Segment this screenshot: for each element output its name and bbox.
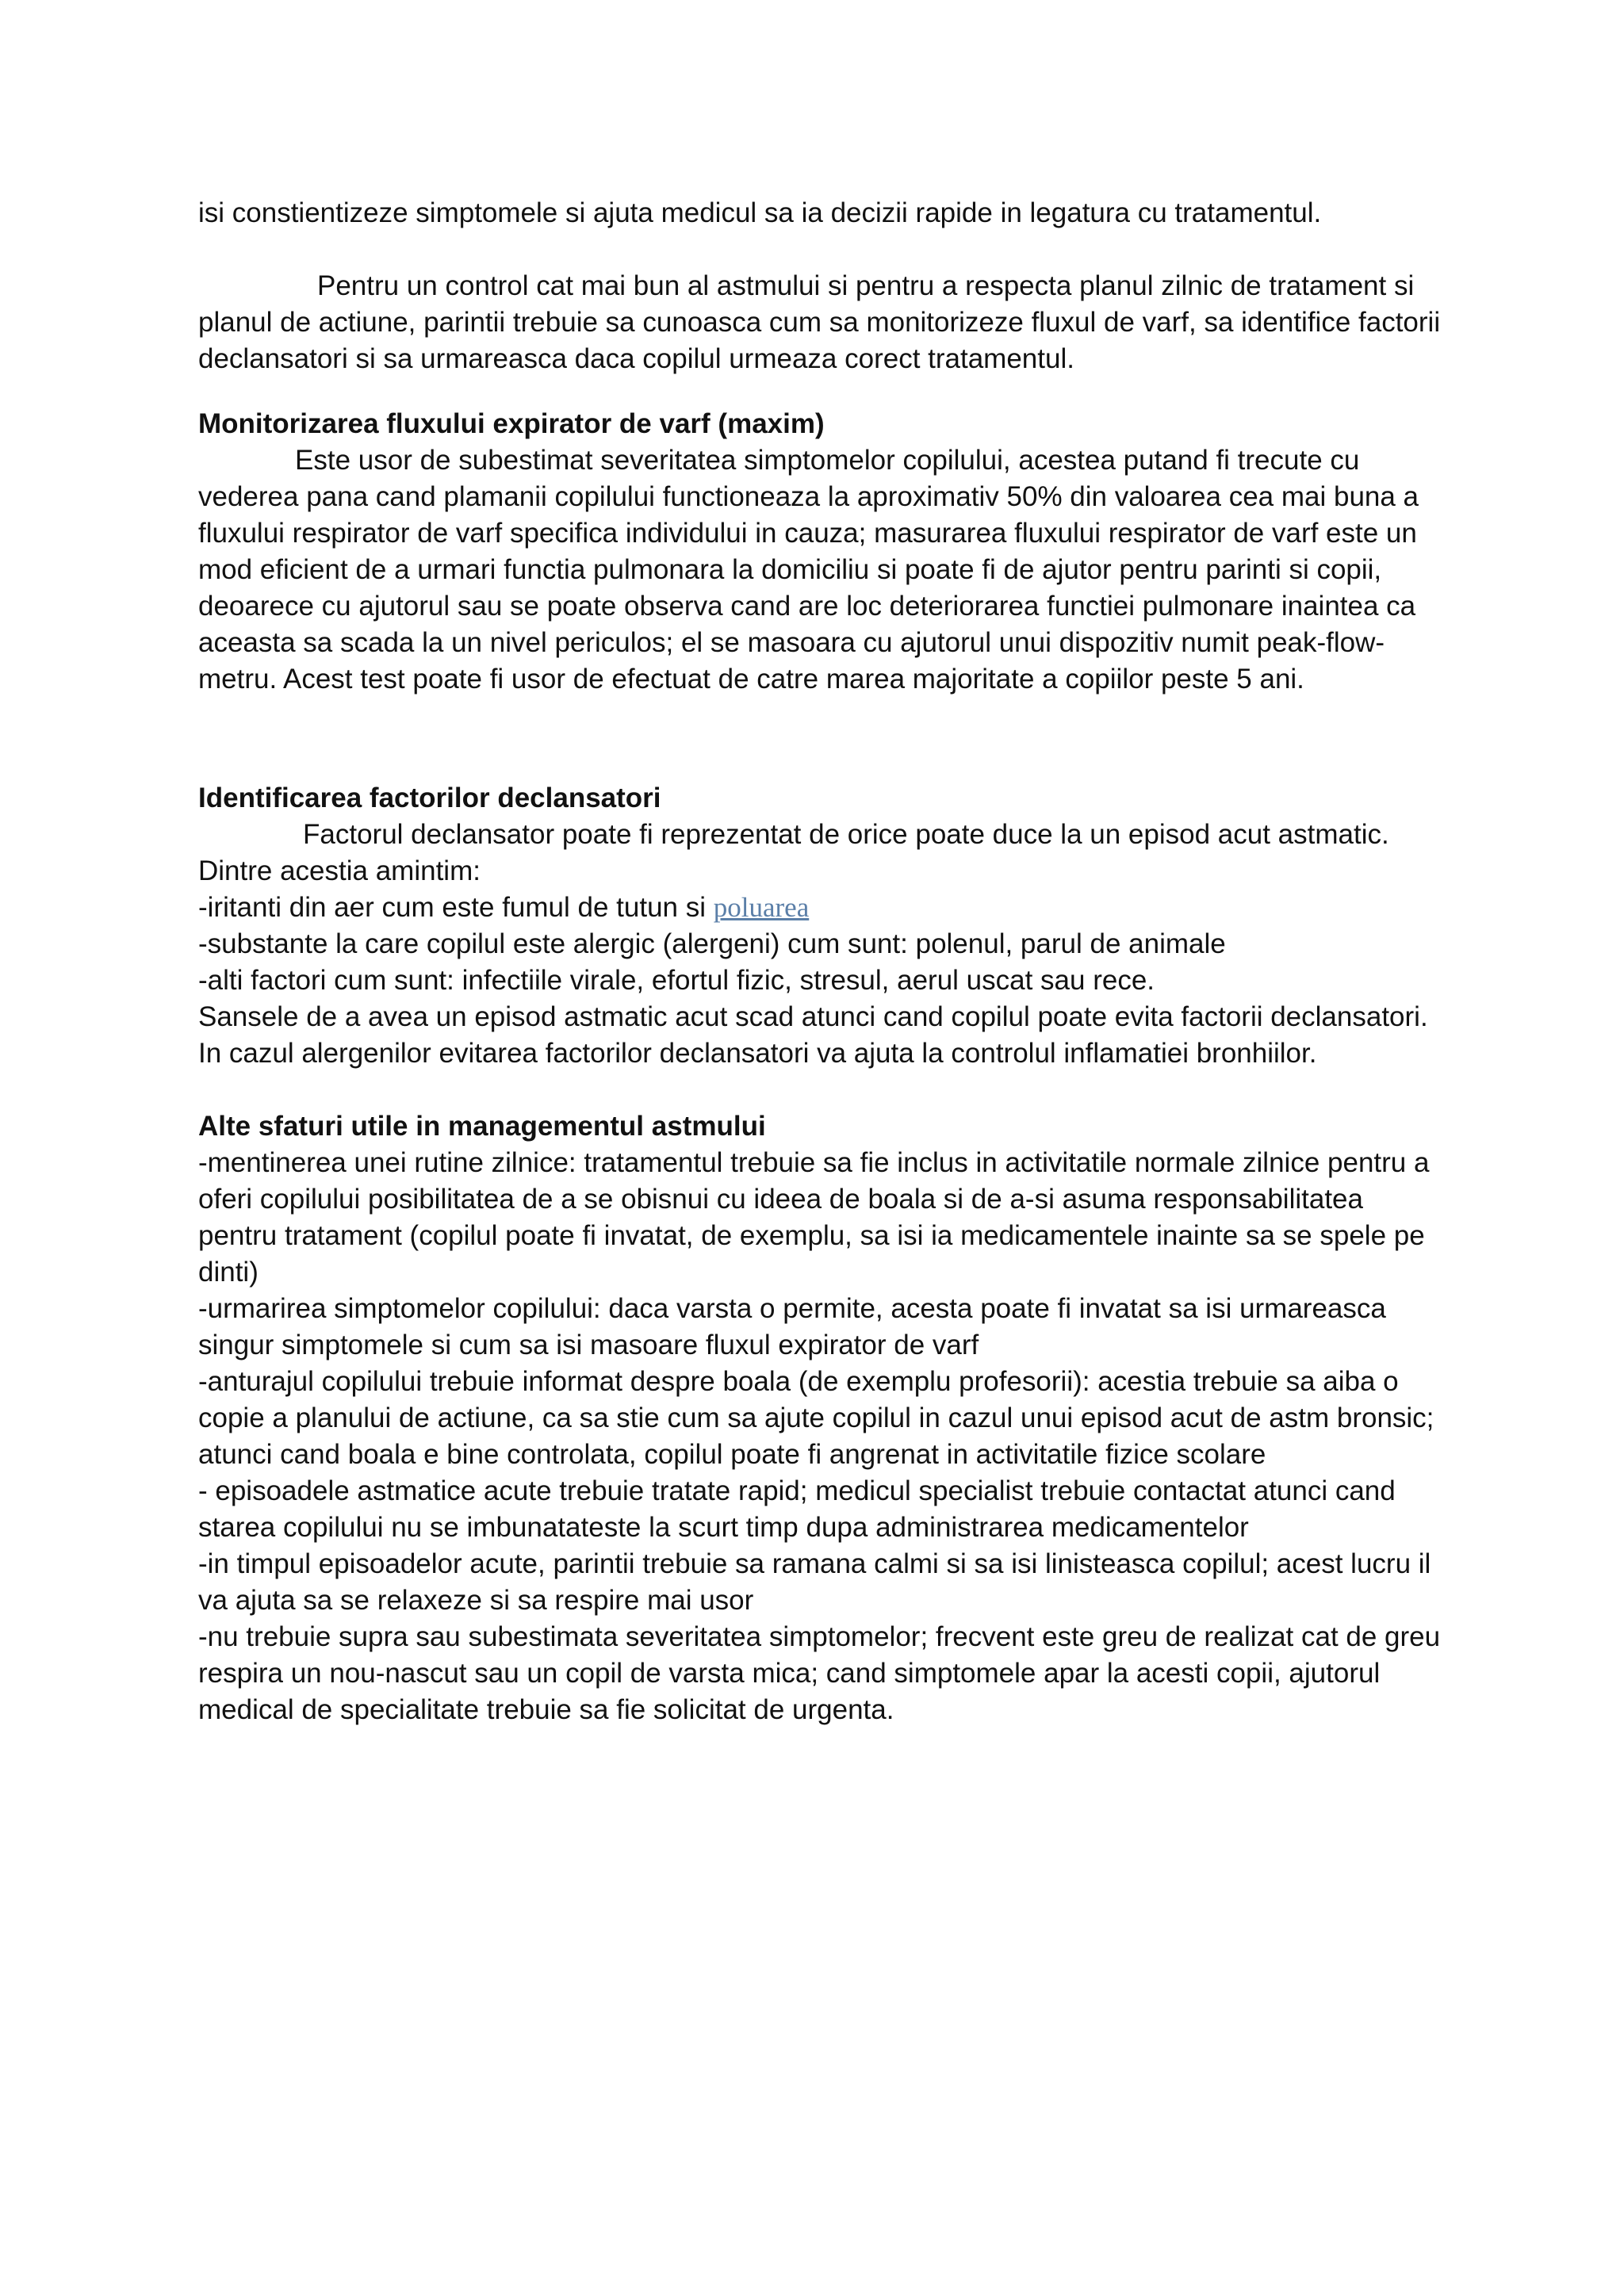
trigger-item-allergens: -substante la care copilul este alergic (alergeni) cum sunt: polenul, parul de animale — [198, 928, 1226, 959]
tip-item: -in timpul episoadelor acute, parintii trebuie sa ramana calmi si sa isi linisteasca copilul; acest lucru il va ajuta sa se relaxeze si sa respire mai usor — [198, 1548, 1431, 1616]
pollution-link[interactable]: poluarea — [713, 892, 810, 923]
triggers-closing: Sansele de a avea un episod astmatic acut scad atunci cand copilul poate evita factorii declansatori. In cazul alergenilor evitarea factorilor declansatori va ajuta la controlul inflamatiei bronhiilor. — [198, 1001, 1428, 1069]
tip-item: - episoadele astmatice acute trebuie tratate rapid; medicul specialist trebuie contactat atunci cand starea copilului nu se imbunatateste la scurt timp dupa administrarea medicamentelor — [198, 1475, 1396, 1543]
section-text-peak-flow: Este usor de subestimat severitatea simptomelor copilului, acestea putand fi trecute cu vederea pana cand plamanii copilului functioneaza la aproximativ 50% din valoarea cea mai buna a fluxului respirator de varf specifica individului in cauza; masurarea fluxului respirator de varf este un mod eficient de a urmari functia pulmonara la domiciliu si poate fi de ajutor pentru parinti si copii, deoarece cu ajutorul sau se poate observa cand are loc deteriorarea functiei pulmonare inaintea ca aceasta sa scada la un nivel periculos; el se masoara cu ajutorul unui dispozitiv numit peak-flow-metru. Acest test poate fi usor de efectuat de catre marea majoritate a copiilor peste 5 ani. — [198, 445, 1419, 695]
triggers-intro: Factorul declansator poate fi reprezentat de orice poate duce la un episod acut astmatic. — [303, 819, 1389, 850]
section-heading-peak-flow: Monitorizarea fluxului expirator de varf (maxim) — [198, 408, 825, 439]
intro-paragraph: Pentru un control cat mai bun al astmului si pentru a respecta planul zilnic de tratament si planul de actiune, parintii trebuie sa cunoasca cum sa monitorizeze fluxul de varf, sa identifice factorii declansatori si sa urmareasca daca copilul urmeaza corect tratamentul. — [198, 270, 1441, 374]
section-heading-tips: Alte sfaturi utile in managementul astmului — [198, 1111, 766, 1142]
trigger-item-irritants — [198, 890, 1443, 926]
trigger-item-other: -alti factori cum sunt: infectiile virale, efortul fizic, stresul, aerul uscat sau rece. — [198, 965, 1155, 996]
tip-item: -urmarirea simptomelor copilului: daca varsta o permite, acesta poate fi invatat sa isi urmareasca singur simptomele si cum sa isi masoare fluxul expirator de varf — [198, 1293, 1386, 1360]
tip-item: -anturajul copilului trebuie informat despre boala (de exemplu profesorii): acestia trebuie sa aiba o copie a planului de actiune, ca sa stie cum sa ajute copilul in cazul unui episod acut de astm bronsic; atunci cand boala e bine controlata, copilul poate fi angrenat in activitatile fizice scolare — [198, 1366, 1434, 1470]
document-page — [198, 195, 1443, 1728]
section-heading-triggers: Identificarea factorilor declansatori — [198, 783, 661, 813]
intro-paragraph-continued: isi constientizeze simptomele si ajuta medicul sa ia decizii rapide in legatura cu tratamentul. — [198, 197, 1322, 228]
tip-item: -mentinerea unei rutine zilnice: tratamentul trebuie sa fie inclus in activitatile normale zilnice pentru a oferi copilului posibilitatea de a se obisnui cu ideea de boala si de a-si asuma responsabilitatea pentru tratament (copilul poate fi invatat, de exemplu, sa isi ia medicamentele inainte sa se spele pe dinti) — [198, 1147, 1430, 1288]
tip-item: -nu trebuie supra sau subestimata severitatea simptomelor; frecvent este greu de realizat cat de greu respira un nou-nascut sau un copil de varsta mica; cand simptomele apar la acesti copii, ajutorul medical de specialitate trebuie sa fie solicitat de urgenta. — [198, 1621, 1441, 1725]
triggers-lead: Dintre acestia amintim: — [198, 855, 481, 886]
trigger-item-irritants-text: -iritanti din aer cum este fumul de tutun si — [198, 892, 714, 923]
